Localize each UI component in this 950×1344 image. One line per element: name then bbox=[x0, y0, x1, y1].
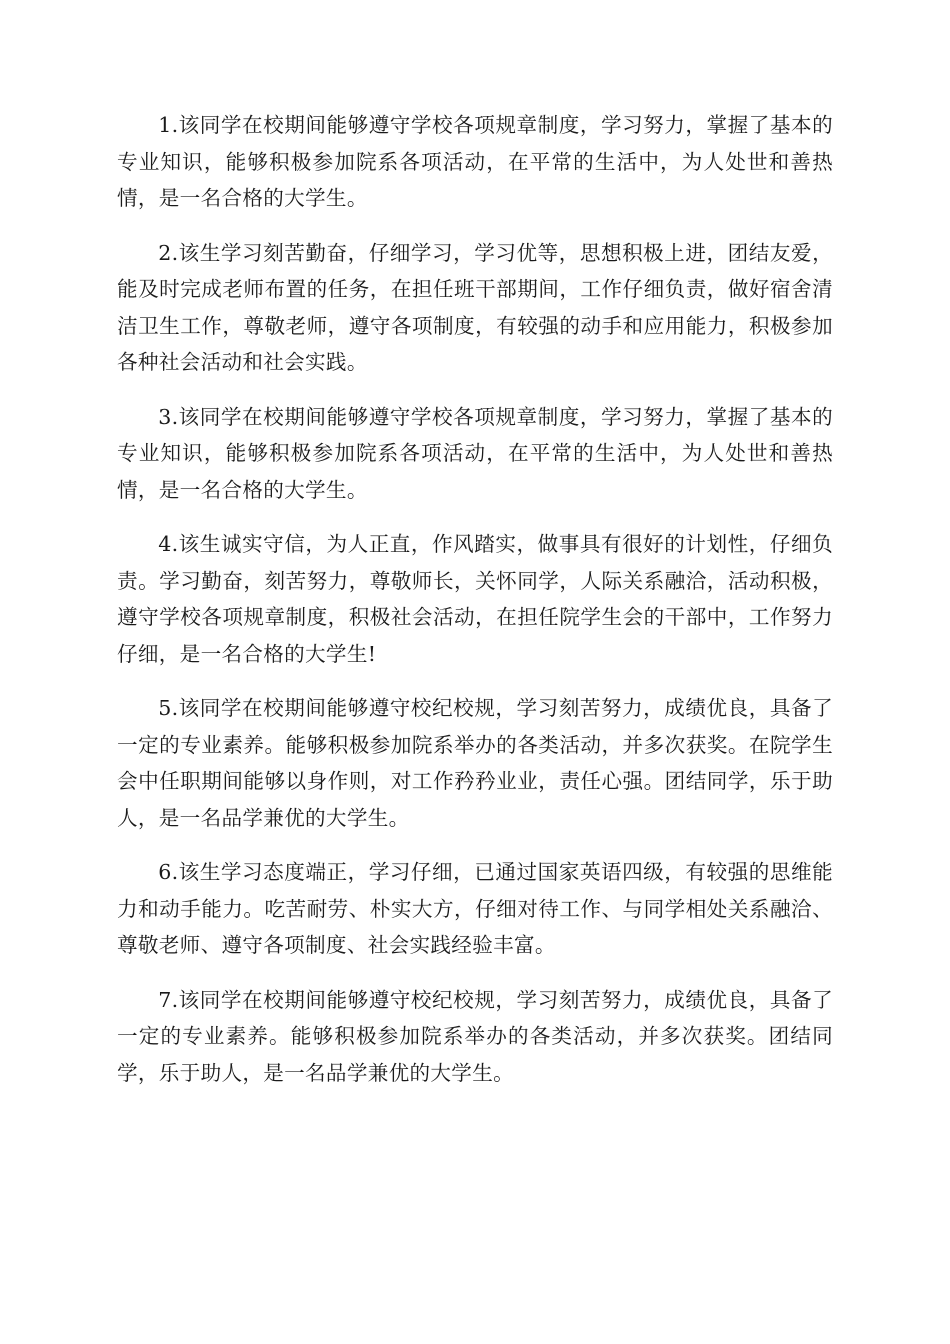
comment-paragraph-3: 3.该同学在校期间能够遵守学校各项规章制度，学习努力，掌握了基本的专业知识，能够积极参加院系各项活动，在平常的生活中，为人处世和善热情，是一名合格的大学生。 bbox=[117, 404, 833, 502]
comment-paragraph-2: 2.该生学习刻苦勤奋，仔细学习，学习优等，思想积极上进，团结友爱，能及时完成老师布置的任务，在担任班干部期间，工作仔细负责，做好宿舍清洁卫生工作，尊敬老师，遵守各项制度，有较强的动手和应用能力，积极参加各种社会活动和社会实践。 bbox=[117, 240, 833, 374]
comment-paragraph-4: 4.该生诚实守信，为人正直，作风踏实，做事具有很好的计划性，仔细负责。学习勤奋，刻苦努力，尊敬师长，关怀同学，人际关系融洽，活动积极，遵守学校各项规章制度，积极社会活动，在担任院学生会的干部中，工作努力仔细，是一名合格的大学生! bbox=[117, 532, 833, 666]
comment-paragraph-5: 5.该同学在校期间能够遵守校纪校规，学习刻苦努力，成绩优良，具备了一定的专业素养。能够积极参加院系举办的各类活动，并多次获奖。在院学生会中任职期间能够以身作则，对工作矜矜业业，责任心强。团结同学，乐于助人，是一名品学兼优的大学生。 bbox=[117, 696, 833, 830]
comment-paragraph-1: 1.该同学在校期间能够遵守学校各项规章制度，学习努力，掌握了基本的专业知识，能够积极参加院系各项活动，在平常的生活中，为人处世和善热情，是一名合格的大学生。 bbox=[117, 113, 833, 210]
document-body bbox=[117, 107, 833, 1109]
comment-paragraph-7: 7.该同学在校期间能够遵守校纪校规，学习刻苦努力，成绩优良，具备了一定的专业素养。能够积极参加院系举办的各类活动，并多次获奖。团结同学，乐于助人，是一名品学兼优的大学生。 bbox=[117, 987, 833, 1085]
comment-paragraph-6: 6.该生学习态度端正，学习仔细，已通过国家英语四级，有较强的思维能力和动手能力。吃苦耐劳、朴实大方，仔细对待工作、与同学相处关系融洽、尊敬老师、遵守各项制度、社会实践经验丰富。 bbox=[117, 860, 833, 957]
